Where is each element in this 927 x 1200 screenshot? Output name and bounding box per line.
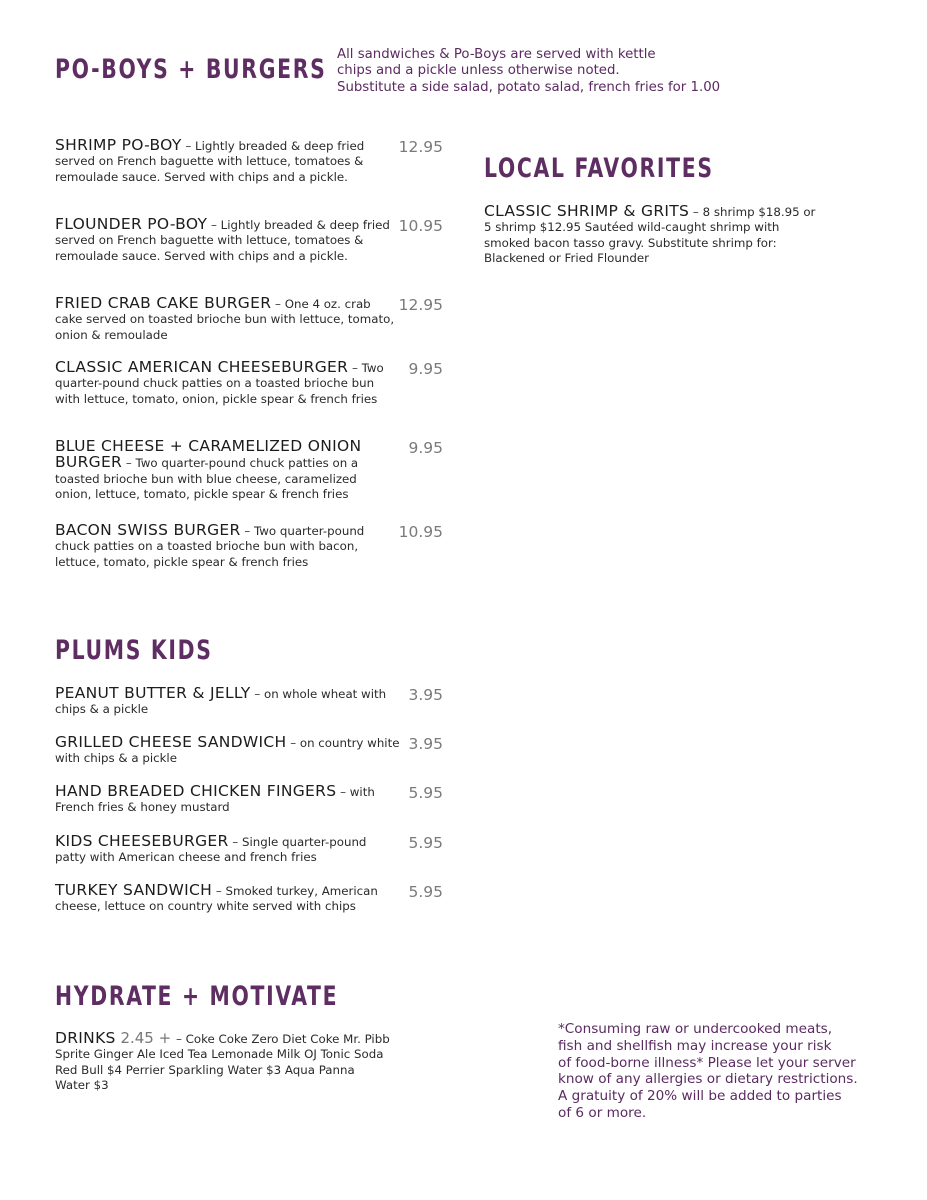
item-price: 5.95 <box>408 834 443 852</box>
item-dash: – <box>122 456 136 471</box>
item-price: 12.95 <box>398 138 443 156</box>
menu-item-blue-cheese-burger <box>55 439 390 502</box>
item-description: Single quarter-pound patty with American cheese and french fries <box>55 835 367 865</box>
menu-item-drinks <box>55 1031 390 1093</box>
item-name: SHRIMP PO-BOY <box>55 136 182 154</box>
menu-item-shrimp-po-boy <box>55 138 390 185</box>
notice-line: fish and shellfish may increase your risk <box>558 1037 832 1054</box>
item-price: 2.45 + <box>115 1029 176 1047</box>
item-dash: – <box>286 736 300 750</box>
menu-item-flounder-po-boy <box>55 217 390 264</box>
local-favorites-heading: LOCAL FAVORITES <box>484 153 714 184</box>
notice-line: of food-borne illness* Please let your server <box>558 1054 856 1071</box>
item-price: 5.95 <box>408 784 443 802</box>
notice-line: A gratuity of 20% will be added to parties <box>558 1088 842 1105</box>
hydrate-heading: HYDRATE + MOTIVATE <box>55 981 339 1012</box>
item-name: PEANUT BUTTER & JELLY <box>55 684 251 702</box>
item-price: 3.95 <box>408 735 443 753</box>
item-dash: – <box>181 139 195 153</box>
menu-item-crab-cake-burger <box>55 296 395 343</box>
item-name: DRINKS <box>55 1029 116 1047</box>
item-name: HAND BREADED CHICKEN FINGERS <box>55 782 337 800</box>
item-description: Two quarter-pound chuck patties on a toasted brioche bun with lettuce, tomato, onion, pickle spear & french fries <box>55 361 384 406</box>
item-dash: – <box>240 524 254 538</box>
notice-line: of 6 or more. <box>558 1104 647 1121</box>
item-name: FLOUNDER PO-BOY <box>55 215 208 233</box>
menu-item-pb-and-j <box>55 686 400 718</box>
poboys-note-line: chips and a pickle unless otherwise noted. <box>337 63 620 79</box>
item-description: One 4 oz. crab cake served on toasted brioche bun with lettuce, tomato, onion & remoulade <box>55 297 395 342</box>
item-name: GRILLED CHEESE SANDWICH <box>55 733 287 751</box>
item-name: CLASSIC AMERICAN CHEESEBURGER <box>55 358 349 376</box>
item-description: 8 shrimp $18.95 or 5 shrimp $12.95 Sautéed wild-caught shrimp with smoked bacon tasso gravy. Substitute shrimp for: Blackened or Fried Flounder <box>484 205 816 265</box>
item-description: Two quarter-pound chuck patties on a toasted brioche bun with blue cheese, caramelized onion, lettuce, tomato, pickle spear & french fries <box>55 456 359 501</box>
item-dash: – <box>228 835 242 849</box>
poboys-note <box>337 47 757 96</box>
item-price: 9.95 <box>408 360 443 378</box>
item-price: 10.95 <box>398 523 443 541</box>
item-dash: – <box>207 218 221 232</box>
item-description: on country white with chips & a pickle <box>55 736 400 766</box>
menu-item-turkey-sandwich <box>55 883 380 915</box>
item-name: TURKEY SANDWICH <box>55 881 213 899</box>
item-price: 10.95 <box>398 217 443 235</box>
item-dash: – <box>689 205 703 219</box>
item-name: BACON SWISS BURGER <box>55 521 241 539</box>
menu-item-kids-cheeseburger <box>55 834 400 866</box>
item-description: Coke Coke Zero Diet Coke Mr. Pibb Sprite Ginger Ale Iced Tea Lemonade Milk OJ Tonic Soda Red Bull $4 Perrier Sparkling Water $3 Aqua Panna Water $3 <box>55 1032 390 1092</box>
item-description: Lightly breaded & deep fried served on French baguette with lettuce, tomatoes & remoulade sauce. Served with chips and a pickle. <box>55 218 390 263</box>
item-dash: – <box>212 884 226 898</box>
kids-heading: PLUMS KIDS <box>55 635 213 666</box>
poboys-note-line: Substitute a side salad, potato salad, french fries for 1.00 <box>337 79 721 95</box>
item-description: Two quarter-pound chuck patties on a toasted brioche bun with bacon, lettuce, tomato, pickle spear & french fries <box>55 524 365 569</box>
poboys-heading: PO-BOYS + BURGERS <box>55 54 327 85</box>
allergy-gratuity-notice <box>558 1021 878 1122</box>
menu-item-bacon-swiss-burger <box>55 523 395 570</box>
notice-line: *Consuming raw or undercooked meats, <box>558 1021 833 1037</box>
item-dash: – <box>271 297 285 311</box>
menu-item-classic-cheeseburger <box>55 360 395 407</box>
item-price: 9.95 <box>408 439 443 457</box>
item-description: Smoked turkey, American cheese, lettuce on country white served with chips <box>55 884 378 914</box>
item-name: FRIED CRAB CAKE BURGER <box>55 294 272 312</box>
item-name: BLUE CHEESE + CARAMELIZED ONION BURGER <box>55 437 362 472</box>
item-dash: – <box>250 687 264 701</box>
item-name: CLASSIC SHRIMP & GRITS <box>484 202 690 220</box>
item-price: 5.95 <box>408 883 443 901</box>
menu-item-grilled-cheese <box>55 735 400 767</box>
notice-line: know of any allergies or dietary restrictions. <box>558 1071 858 1088</box>
item-price: 3.95 <box>408 686 443 704</box>
item-description: Lightly breaded & deep fried served on French baguette with lettuce, tomatoes & remoulade sauce. Served with chips and a pickle. <box>55 139 365 184</box>
item-name: KIDS CHEESEBURGER <box>55 832 229 850</box>
menu-item-chicken-fingers <box>55 784 400 816</box>
poboys-note-line: All sandwiches & Po-Boys are served with kettle <box>337 47 656 62</box>
item-description: with French fries & honey mustard <box>55 785 375 815</box>
item-price: 12.95 <box>398 296 443 314</box>
item-dash: – <box>175 1032 186 1046</box>
item-dash: – <box>336 785 350 799</box>
menu-item-shrimp-and-grits <box>484 204 824 266</box>
item-description: on whole wheat with chips & a pickle <box>55 687 387 717</box>
item-dash: – <box>348 361 362 375</box>
